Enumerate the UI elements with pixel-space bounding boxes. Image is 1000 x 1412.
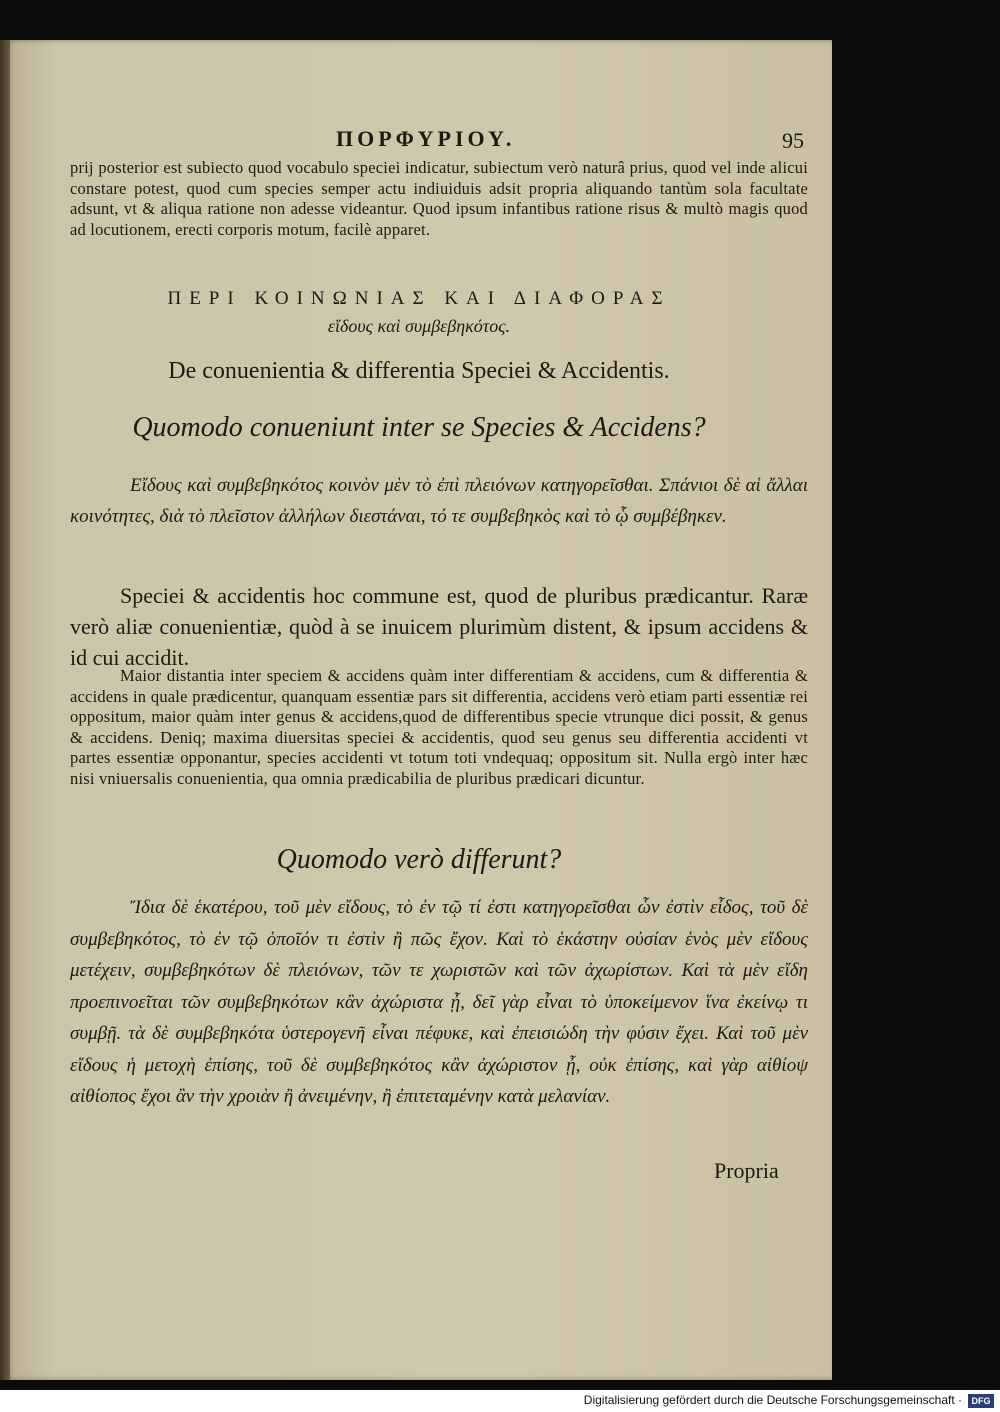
latin-translation-paragraph: Speciei & accidentis hoc commune est, quod de pluribus prædicantur. Raræ verò aliæ conuenientiæ, quòd à se inuicem plurimùm distent, & ipsum accidens & id cui accidit. [70, 583, 808, 670]
page-gutter [0, 40, 10, 1380]
greek-paragraph-2: Ἴδια δὲ ἑκατέρου, τοῦ μὲν εἴδους, τὸ ἐν τῷ τί ἐστι κατηγορεῖσθαι ὧν ἐστὶν εἶδος, τοῦ δὲ συμβεβηκότος, τὸ ἐν τῷ ὁποῖόν τι ἐστὶν ἢ πῶς ἔχον. Καὶ τὸ ἑκάστην οὐσίαν ἑνὸς μὲν εἴδους μετέχειν, συμβεβηκότων δὲ πλειόνων, τῶν τε χωριστῶν καὶ τῶν ἀχωρίστων. Καὶ τὰ μὲν εἴδη προεπινοεῖται τῶν συμβεβηκότων κἂν ἀχώριστα ᾖ, δεῖ γὰρ εἶναι τὸ ὑποκείμενον ἵνα ἐκείνῳ τι συμβῇ. τὰ δὲ συμβεβηκότα ὑστερογενῆ εἶναι πέφυκε, καὶ ἐπεισιώδη τὴν φύσιν ἔχει. Καὶ τοῦ μὲν εἴδους ἡ μετοχὴ ἐπίσης, τοῦ δὲ συμβεβηκότος κἂν ἀχώριστον ᾖ, οὐκ ἐπίσης, καὶ γὰρ αἰθίοψ αἰθίοπος ἔχοι ἂν τὴν χροιὰν ἢ ἀνειμένην, ἢ ἐπιτεταμένην κατὰ μελανίαν. [70, 897, 808, 1107]
question-heading-1: Quomodo conueniunt inter se Species & Accidens? [132, 412, 706, 443]
continuation-paragraph: prij posterior est subiecto quod vocabulo speciei indicatur, subiectum verò naturâ prius, quod vel inde alicui constare potest, quod cum species semper actu indiuiduis adsit propria aliquando tantùm sola facultate adsunt, vt & aliqua ratione non adesse videantur. Quod ipsum infantibus ratione risus & multò magis quod ad locutionem, erecti corporis motum, facilè apparet. [70, 158, 808, 239]
greek-section-subheading: εἴδους καὶ συμβεβηκότος. [327, 316, 511, 336]
footer-bar [0, 1390, 1000, 1412]
funding-credit: Digitalisierung gefördert durch die Deutsche Forschungsgemeinschaft · [583, 1393, 962, 1407]
catchword: Propria [714, 1158, 779, 1183]
greek-section-heading: ΠΕΡΙ ΚΟΙΝΩΝΙΑΣ ΚΑΙ ΔΙΑΦΟΡΑΣ [167, 288, 671, 309]
running-head: ΠΟΡΦΥΡΙΟΥ. [336, 126, 516, 151]
page-number: 95 [782, 128, 804, 153]
book-page [6, 40, 832, 1380]
latin-section-heading: De conuenientia & differentia Speciei & Accidentis. [168, 358, 670, 384]
dfg-logo-icon: DFG [968, 1394, 994, 1408]
question-heading-2: Quomodo verò differunt? [276, 844, 562, 875]
commentary-paragraph: Maior distantia inter speciem & accidens quàm inter differentiam & accidens, cum & differentia & accidens in quale prædicentur, quanquam essentiæ pars sit differentia, accidens verò etiam parti essentiæ rei oppositum, maior quàm inter genus & accidens,quod de differentibus specie vtrunque dici possit, & genus & accidens. Deniq; maxima diuersitas speciei & accidentis, quod seu genus seu differentia accidenti vt partes essentiæ opponantur, species accidenti vt totum toti vndequaq; oppositum sit. Nulla ergò inter hæc nisi vniuersalis conuenientia, qua omnia prædicabilia de pluribus prædicari dicuntur. [70, 666, 808, 788]
greek-paragraph-1: Εἴδους καὶ συμβεβηκότος κοινὸν μὲν τὸ ἐπὶ πλειόνων κατηγορεῖσθαι. Σπάνιοι δὲ αἱ ἄλλαι κοινότητες, διὰ τὸ πλεῖστον ἀλλήλων διεστάναι, τό τε συμβεβηκὸς καὶ τὸ ᾧ συμβέβηκεν. [70, 475, 808, 527]
